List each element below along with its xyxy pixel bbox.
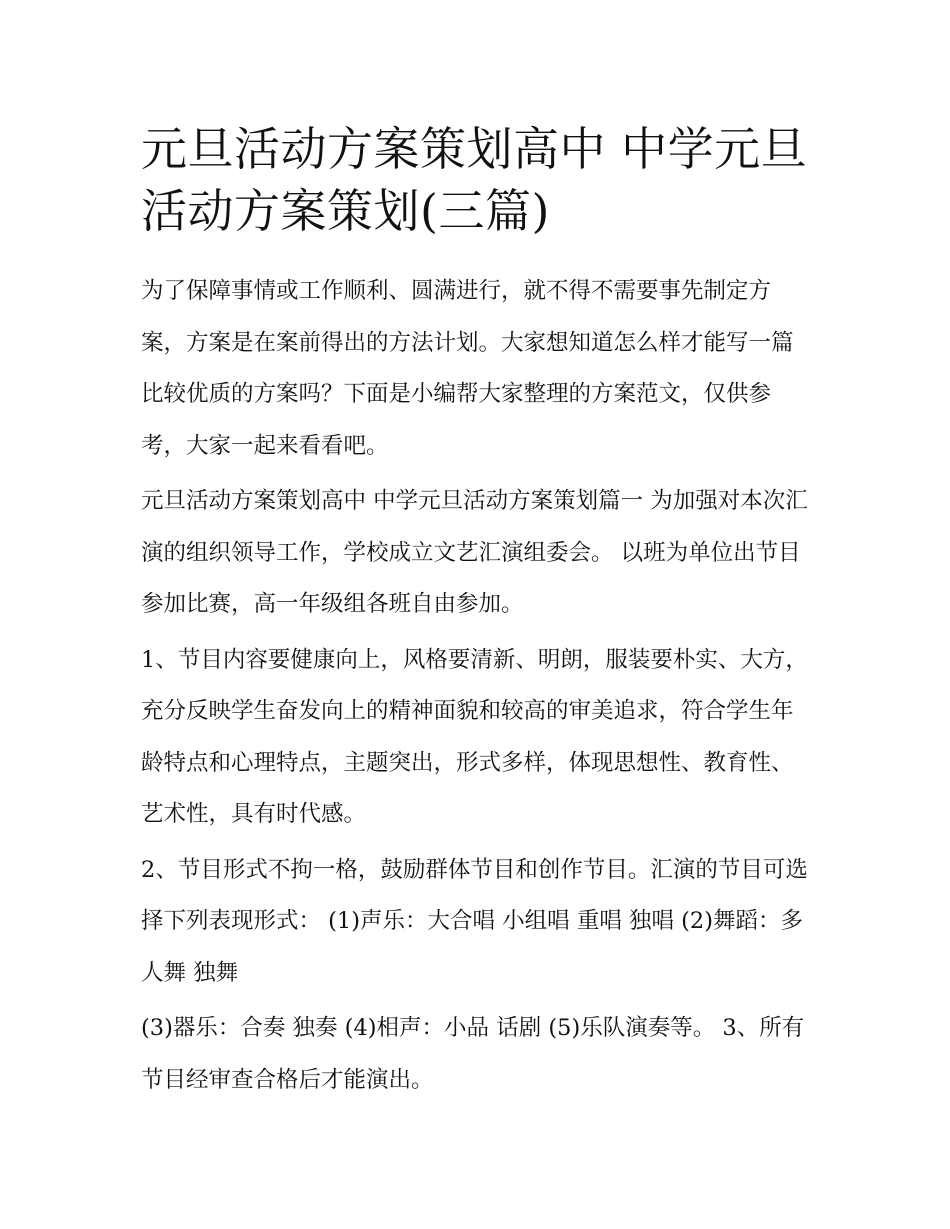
item-2-paragraph: 2、节目形式不拘一格，鼓励群体节目和创作节目。汇演的节目可选择下列表现形式： (1)声乐：大合唱 小组唱 重唱 独唱 (2)舞蹈：多人舞 独舞 xyxy=(141,856,808,986)
document-body xyxy=(141,118,813,1110)
section-one-paragraph: 元旦活动方案策划高中 中学元旦活动方案策划篇一 为加强对本次汇演的组织领导工作，学校成立文艺汇演组委会。 以班为单位出节目参加比赛，高一年级组各班自由参加。 xyxy=(141,488,808,617)
document-title: 元旦活动方案策划高中 中学元旦活动方案策划(三篇) xyxy=(141,122,808,238)
item-1-paragraph: 1、节目内容要健康向上，风格要清新、明朗，服装要朴实、大方，充分反映学生奋发向上的精神面貌和较高的审美追求，符合学生年龄特点和心理特点，主题突出，形式多样，体现思想性、教育性、艺术性，具有时代感。 xyxy=(141,646,808,827)
intro-paragraph: 为了保障事情或工作顺利、圆满进行，就不得不需要事先制定方案，方案是在案前得出的方法计划。大家想知道怎么样才能写一篇比较优质的方案吗？下面是小编帮大家整理的方案范文，仅供参考，大家一起来看看吧。 xyxy=(141,278,794,459)
item-3-paragraph: (3)器乐：合奏 独奏 (4)相声：小品 话剧 (5)乐队演奏等。 3、所有节目经审查合格后才能演出。 xyxy=(141,1015,805,1093)
